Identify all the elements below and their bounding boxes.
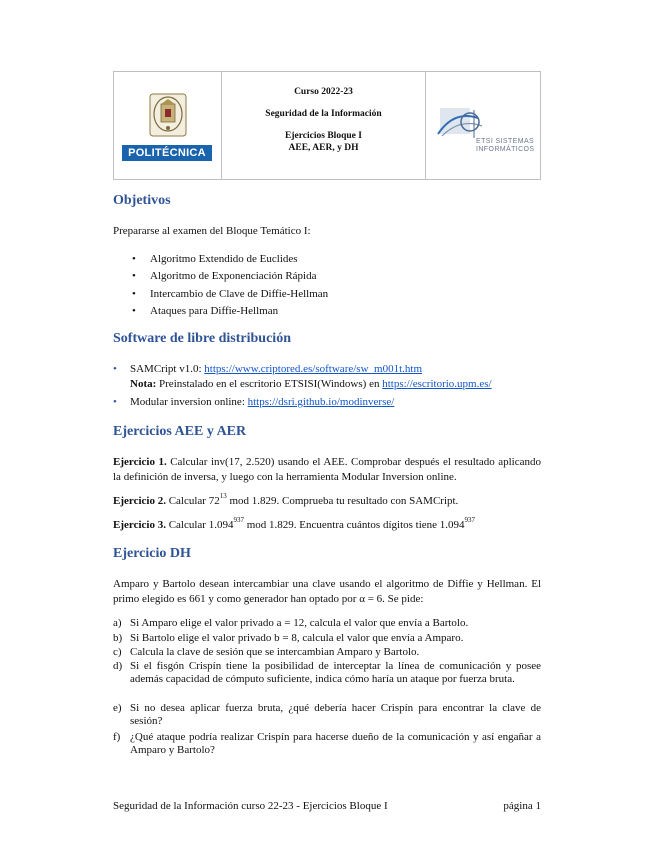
ejercicio-3-pre: Calcular 1.094 [165,519,234,531]
upm-logo-cell [114,72,222,179]
ejercicio-2-pre: Calcular 72 [165,495,220,507]
dh-item-b [113,632,541,645]
ejercicio-1-text: Calcular inv(17, 2.520) usando el AEE. Comprobar después el resultado aplicando la definición de inversa, y luego con la herramienta Modular Inversion online. [113,456,541,483]
software-heading: Software de libre distribución [113,331,291,346]
upm-logo-text: POLITÉCNICA [122,145,212,161]
page-footer [113,800,541,812]
course-year: Curso 2022-23 [294,87,353,97]
ejercicio-3-label: Ejercicio 3. [113,519,166,531]
item-marker: a) [113,617,122,629]
objetivo-item: • Algoritmo de Exponenciación Rápida [150,269,316,284]
modinverse-label: Modular inversion online: [130,396,248,408]
modinverse-item [113,395,395,410]
ejercicio-2-exponent: 13 [219,492,227,501]
ejercicio-3-exponent: 937 [233,516,244,525]
nota-item [130,377,492,392]
bullet-icon: • [113,396,117,408]
samcript-link[interactable]: https://www.criptored.es/software/sw_m001t.htm [204,363,422,375]
aee-heading: Ejercicios AEE y AER [113,424,247,439]
modinverse-link[interactable]: https://dsri.github.io/modinverse/ [247,396,395,408]
nota-label: Nota: [130,378,157,390]
escritorio-link[interactable]: https://escritorio.upm.es/ [382,378,492,390]
ejercicio-2-post: mod 1.829. Comprueba tu resultado con SAMCript. [226,495,459,507]
etsisi-logo-text [476,138,534,154]
item-marker: f) [113,731,121,743]
header-title-cell [222,72,426,179]
document-header [113,71,541,180]
objetivo-item: • Intercambio de Clave de Diffie-Hellman [150,287,328,302]
item-text: Si Bartolo elige el valor privado b = 8, calcula el valor que envía a Amparo. [130,632,464,644]
item-marker: c) [113,646,122,658]
item-text: Si el fisgón Crispín tiene la posibilidad de interceptar la línea de comunicación y posee además capacidad de cómputo suficiente, indica cómo haría un ataque por fuerza bruta. [130,660,541,685]
ejercicio-3-exponent-2: 937 [464,516,476,525]
objetivo-item: • Algoritmo Extendido de Euclides [150,252,298,267]
dh-item-a [113,617,541,630]
dh-item-f [113,731,541,757]
item-text: Si Amparo elige el valor privado a = 12, calcula el valor que envía a Bartolo. [130,617,469,629]
ejercicio-3-mid: mod 1.829. Encuentra cuántos dígitos tiene 1.094 [243,519,465,531]
nota-text: Preinstalado en el escritorio ETSISI(Windows) en [156,378,383,390]
bullet-icon: • [113,363,117,375]
ejercicio-3 [113,518,541,533]
ejercicio-1 [113,455,541,485]
dh-item-d [113,660,541,686]
dh-item-c [113,646,541,659]
objetivos-heading: Objetivos [113,193,171,208]
item-text: Si no desea aplicar fuerza bruta, ¿qué debería hacer Crispín para encontrar la clave de sesión? [130,702,541,727]
item-text: Calcula la clave de sesión que se intercambian Amparo y Bartolo. [130,646,420,658]
objetivo-item: • Ataques para Diffie-Hellman [150,304,278,319]
exercise-block-title: Ejercicios Bloque I [285,131,362,141]
upm-seal-icon [146,90,190,138]
item-marker: b) [113,632,123,644]
dh-heading: Ejercicio DH [113,546,191,561]
samcript-label: SAMCript v1.0: [130,363,205,375]
page-number: página 1 [503,800,541,812]
ejercicio-2-label: Ejercicio 2. [113,495,166,507]
item-marker: d) [113,660,123,672]
topics-title: AEE, AER, y DH [288,143,359,153]
item-text: ¿Qué ataque podría realizar Crispín para hacerse dueño de la comunicación y así engañar a Amparo y Bartolo? [130,731,541,756]
ejercicio-1-label: Ejercicio 1. [113,456,167,468]
etsisi-logo-cell [426,72,540,179]
ejercicio-2 [113,494,541,509]
dh-item-e [113,702,541,728]
subject-title: Seguridad de la Información [265,109,382,119]
etsisi-line-2: INFORMÁTICOS [476,146,535,153]
item-marker: e) [113,702,122,714]
samcript-item [113,362,422,377]
footer-text: Seguridad de la Información curso 22-23 - Ejercicios Bloque I [113,800,388,812]
dh-intro: Amparo y Bartolo desean intercambiar una clave usando el algoritmo de Diffie y Hellman. El primo elegido es 661 y como generador han optado por α = 6. Se pide: [113,578,541,605]
etsisi-line-1: ETSI SISTEMAS [476,138,535,145]
objetivos-intro: Prepararse al examen del Bloque Temático I: [113,225,311,237]
